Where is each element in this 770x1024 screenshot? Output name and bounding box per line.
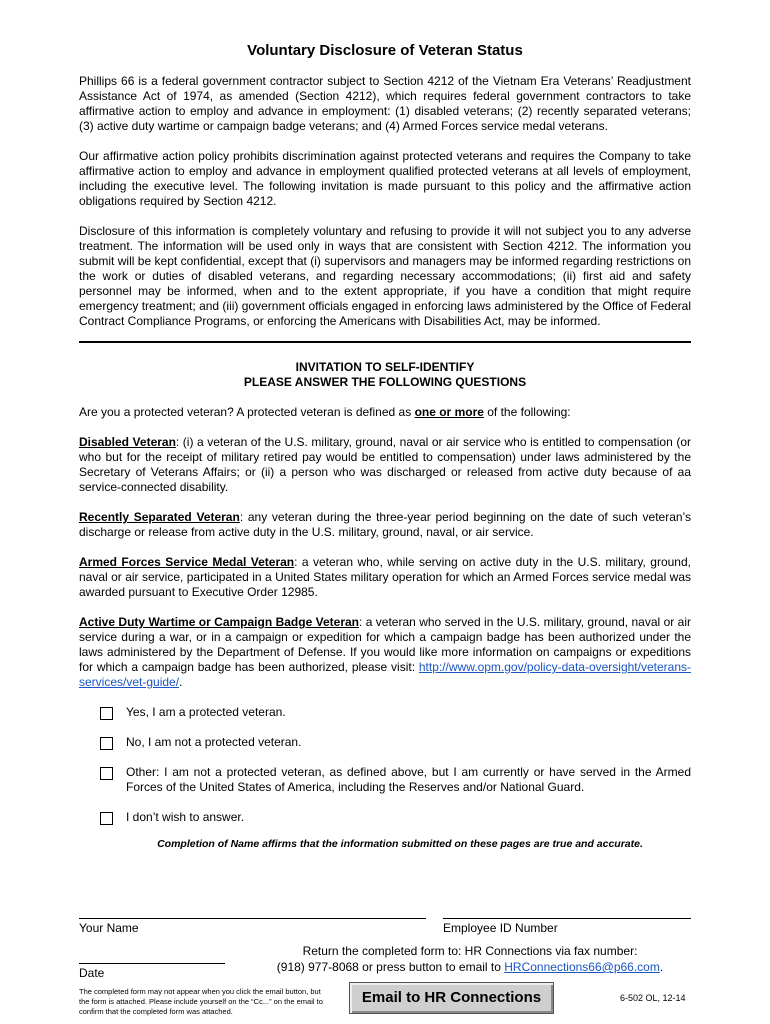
intro-paragraph-2: Our affirmative action policy prohibits discrimination against protected veterans and requires the Company to take affirmative action to employ and advance in employment qualified protected veterans at all levels of employment, including the executive level. The following invitation is made pursuant to this policy and the affirmative action obligations required by Section 4212. [79, 149, 691, 208]
form-number: 6-502 OL, 12-14 [620, 993, 686, 1003]
one-or-more-emphasis: one or more [414, 405, 484, 419]
definition-wartime-veteran: Active Duty Wartime or Campaign Badge Veteran: a veteran who served in the U.S. military, ground, naval or air service during a war, or in a campaign or expedition for which a campaign badge has been authorized under the laws administered by the Department of Defense. If you would like more information on campaigns or expeditions for which a campaign badge has been authorized, please visit: http://www.opm.gov/policy-data-oversight/veterans-services/vet-guide/. [79, 615, 691, 689]
return-instructions: Return the completed form to: HR Connections via fax number: (918) 977-8068 or press button to email to HRConnections66@p66.com. [276, 944, 664, 974]
invitation-heading: INVITATION TO SELF-IDENTIFY [295, 360, 475, 374]
page-title: Voluntary Disclosure of Veteran Status [247, 42, 523, 59]
definition-service-medal-veteran: Armed Forces Service Medal Veteran: a veteran who, while serving on active duty in the U.S. military, ground, naval or air service, participated in a United States military operation for which an Armed Forces service medal was awarded pursuant to Executive Order 12985. [79, 555, 691, 599]
checkbox-yes[interactable] [100, 707, 113, 720]
definition-disabled-veteran: Disabled Veteran: (i) a veteran of the U.S. military, ground, naval or air service who is entitled to compensation (or who but for the receipt of military retired pay would be entitled to compensation) under laws administered by the Secretary of Veterans Affairs; or (ii) a person who was discharged or released from active duty because of aa service-connected disability. [79, 435, 691, 494]
intro-paragraph-3: Disclosure of this information is completely voluntary and refusing to provide it will not subject you to any adverse treatment. The information will be used only in ways that are consistent with Section 4212. The information you submit will be kept confidential, except that (i) supervisors and managers may be informed regarding restrictions on the work or duties of disabled veterans, and regarding necessary accommodations; (ii) first aid and safety personnel may be informed, when and to the extent appropriate, if you have a condition that might require emergency treatment; and (iii) government officials engaged in enforcing laws administered by the Office of Federal Contract Compliance Programs, or enforcing the Americans with Disabilities Act, may be informed. [79, 224, 691, 328]
option-yes-label: Yes, I am a protected veteran. [126, 705, 286, 719]
date-field[interactable] [79, 963, 225, 964]
date-label: Date [79, 966, 105, 980]
option-other-label: Other: I am not a protected veteran, as defined above, but I am currently or have served in the Armed Forces of the United States of America, including the Reserves and/or National Guard. [126, 765, 691, 794]
checkbox-no[interactable] [100, 737, 113, 750]
option-yes [79, 705, 691, 720]
your-name-field[interactable] [79, 918, 426, 919]
checkbox-other[interactable] [100, 767, 113, 780]
employee-id-field[interactable] [443, 918, 691, 919]
option-other [79, 765, 691, 795]
option-decline [79, 810, 691, 825]
invitation-subheading: PLEASE ANSWER THE FOLLOWING QUESTIONS [243, 375, 527, 389]
section-divider [79, 341, 691, 343]
opm-vet-guide-link[interactable]: http://www.opm.gov/policy-data-oversight/veterans-services/vet-guide/ [79, 660, 691, 689]
employee-id-label: Employee ID Number [443, 921, 558, 935]
option-no [79, 735, 691, 750]
protected-veteran-question: Are you a protected veteran? A protected veteran is defined as one or more of the following: [79, 405, 571, 419]
definition-recently-separated-veteran: Recently Separated Veteran: any veteran during the three-year period beginning on the date of such veteran’s discharge or release from active duty in the U.S. military, ground, naval, or air service. [79, 510, 691, 539]
term-service-medal-veteran: Armed Forces Service Medal Veteran [79, 555, 295, 569]
intro-paragraph-1: Phillips 66 is a federal government contractor subject to Section 4212 of the Vietnam Era Veterans’ Readjustment Assistance Act of 1974, as amended (Section 4212), which requires federal government contractors to take affirmative action to employ and advance in employment: (1) disabled veterans; (2) recently separated veterans; (3) active duty wartime or campaign badge veterans; and (4) Armed Forces service medal veterans. [79, 74, 691, 133]
option-no-label: No, I am not a protected veteran. [126, 735, 302, 749]
option-decline-label: I don’t wish to answer. [126, 810, 245, 824]
checkbox-decline[interactable] [100, 812, 113, 825]
email-attachment-note: The completed form may not appear when you click the email button, but the form is attached. Please include yourself on the “Cc...” on the email to confirm that the completed form was attached. [79, 987, 323, 1016]
affirmation-note: Completion of Name affirms that the information submitted on these pages are true and accurate. [157, 838, 643, 850]
term-wartime-veteran: Active Duty Wartime or Campaign Badge Veteran [79, 615, 359, 629]
document-body [79, 42, 691, 850]
term-disabled-veteran: Disabled Veteran [79, 435, 176, 449]
email-to-hr-button[interactable]: Email to HR Connections [349, 982, 554, 1014]
your-name-label: Your Name [79, 921, 139, 935]
hr-email-link[interactable]: HRConnections66@p66.com [504, 960, 660, 974]
term-recently-separated-veteran: Recently Separated Veteran [79, 510, 240, 524]
